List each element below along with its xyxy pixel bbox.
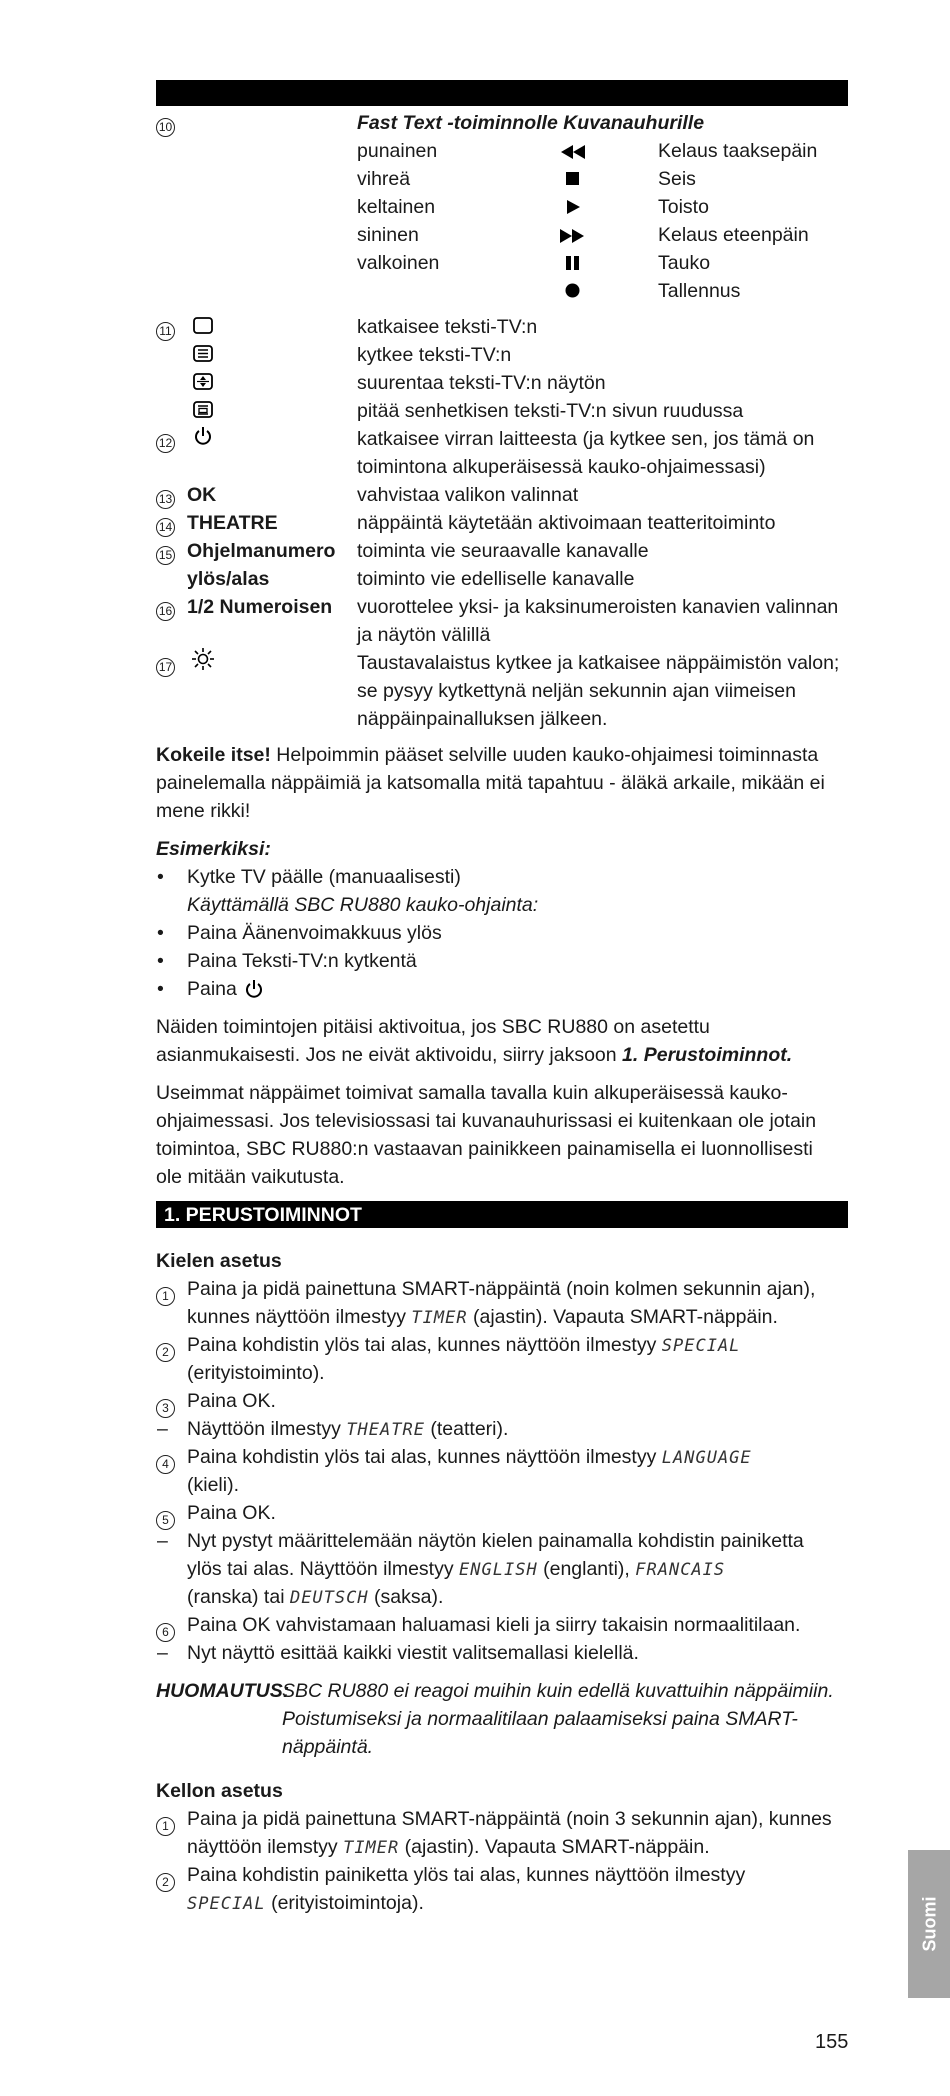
clock-heading: Kellon asetus xyxy=(156,1780,283,1802)
theatre-label: THEATRE xyxy=(187,512,278,534)
lang-result-3: Nyt näyttö esittää kaikki viestit valitsemallasi kielellä. xyxy=(187,1642,639,1664)
lang-step-6: Paina OK vahvistamaan haluamasi kieli ja siirry takaisin normaalitilaan. xyxy=(187,1614,801,1636)
item-17-marker: 17 xyxy=(156,651,175,679)
record-icon xyxy=(565,283,580,298)
item-15-marker: 15 xyxy=(156,539,175,567)
note-label: HUOMAUTUS: xyxy=(156,1680,290,1702)
bullet: • xyxy=(157,950,164,972)
dash: – xyxy=(157,1642,168,1664)
color-green: vihreä xyxy=(357,168,411,190)
step-marker: 2 xyxy=(156,1866,175,1894)
note-text-1: SBC RU880 ei reagoi muihin kuin edellä kuvattuihin näppäimiin. xyxy=(282,1680,834,1702)
rewind-icon xyxy=(560,145,586,159)
step-marker: 3 xyxy=(156,1392,175,1420)
play-label: Toisto xyxy=(658,196,709,218)
lang-result-2c: (ranska) tai DEUTSCH (saksa). xyxy=(187,1586,444,1608)
backlight-icon xyxy=(191,647,215,671)
backlight-text-2: se pysyy kytkettynä neljän sekunnin ajan viimeisen xyxy=(357,680,796,702)
rewind-label: Kelaus taaksepäin xyxy=(658,140,818,162)
play-icon xyxy=(567,200,581,214)
teletext-hold-icon xyxy=(193,401,213,419)
program-down-text: toiminto vie edelliselle kanavalle xyxy=(357,568,635,590)
section-title-bar xyxy=(156,1201,848,1228)
activation-text-2: asianmukaisesti. Jos ne eivät aktivoidu, siirry jaksoon 1. Perustoiminnot. xyxy=(156,1044,793,1066)
program-up-text: toiminta vie seuraavalle kanavalle xyxy=(357,540,649,562)
lang-step-2a: Paina kohdistin ylös tai alas, kunnes näyttöön ilmestyy SPECIAL xyxy=(187,1334,741,1356)
teletext-icon xyxy=(193,345,213,363)
example-step-1: Kytke TV päälle (manuaalisesti) xyxy=(187,866,461,888)
digits-label: 1/2 Numeroisen xyxy=(187,596,333,618)
power-text-2: toimintona alkuperäisessä kauko-ohjaimessasi) xyxy=(357,456,766,478)
bullet: • xyxy=(157,866,164,888)
para-text-4: ole mitään vaikutusta. xyxy=(156,1166,345,1188)
fast-text-header: Fast Text -toiminnolle Kuvanauhurille xyxy=(357,112,705,134)
bullet: • xyxy=(157,978,164,1000)
power-text-1: katkaisee virran laitteesta (ja kytkee sen, jos tämä on xyxy=(357,428,815,450)
clock-step-2b: SPECIAL (erityistoimintoja). xyxy=(187,1892,424,1914)
note-text-3: näppäintä. xyxy=(282,1736,374,1758)
example-step-2: Paina Äänenvoimakkuus ylös xyxy=(187,922,442,944)
color-red: punainen xyxy=(357,140,438,162)
backlight-text-1: Taustavalaistus kytkee ja katkaisee näppäimistön valon; xyxy=(357,652,840,674)
color-white: valkoinen xyxy=(357,252,440,274)
item-10-marker: 10 xyxy=(156,111,175,139)
power-icon xyxy=(244,979,264,999)
digits-text-2: ja näytön välillä xyxy=(357,624,491,646)
stop-icon xyxy=(566,172,580,186)
dash: – xyxy=(157,1418,168,1440)
step-marker: 4 xyxy=(156,1448,175,1476)
lang-step-4b: (kieli). xyxy=(187,1474,239,1496)
ok-label: OK xyxy=(187,484,217,506)
theatre-text: näppäintä käytetään aktivoimaan teatteritoiminto xyxy=(357,512,776,534)
example-step-1-sub: Käyttämällä SBC RU880 kauko-ohjainta: xyxy=(187,894,539,916)
lang-step-2b: (erityistoiminto). xyxy=(187,1362,325,1384)
example-step-4: Paina xyxy=(187,978,237,1000)
try-paragraph-3: mene rikki! xyxy=(156,800,251,822)
teletext-text: kytkee teksti-TV:n xyxy=(357,344,512,366)
tv-off-icon xyxy=(193,317,213,335)
teletext-enlarge-text: suurentaa teksti-TV:n näytön xyxy=(357,372,606,394)
fast-forward-label: Kelaus eteenpäin xyxy=(658,224,809,246)
example-step-3: Paina Teksti-TV:n kytkentä xyxy=(187,950,417,972)
para-text-3: toimintoa, SBC RU880:n vastaavan painikkeen painamisella ei luonnollisesti xyxy=(156,1138,813,1160)
lang-step-1a: Paina ja pidä painettuna SMART-näppäintä (noin kolmen sekunnin ajan), xyxy=(187,1278,816,1300)
dash: – xyxy=(157,1530,168,1552)
step-marker: 5 xyxy=(156,1504,175,1532)
lang-step-1b: kunnes näyttöön ilmestyy TIMER (ajastin). Vapauta SMART-näppäin. xyxy=(187,1306,778,1328)
language-side-tab: Suomi xyxy=(908,1850,950,1998)
clock-step-2a: Paina kohdistin painiketta ylös tai alas, kunnes näyttöön ilmestyy xyxy=(187,1864,746,1886)
note-text-2: Poistumiseksi ja normaalitilaan palaamiseksi paina SMART- xyxy=(282,1708,798,1730)
color-yellow: keltainen xyxy=(357,196,436,218)
record-label: Tallennus xyxy=(658,280,741,302)
header-bar xyxy=(156,80,848,106)
clock-step-1a: Paina ja pidä painettuna SMART-näppäintä (noin 3 sekunnin ajan), kunnes xyxy=(187,1808,832,1830)
power-icon xyxy=(193,426,213,446)
fast-forward-icon xyxy=(560,229,586,243)
lang-step-5: Paina OK. xyxy=(187,1502,276,1524)
teletext-enlarge-icon xyxy=(193,373,213,391)
color-blue: sininen xyxy=(357,224,419,246)
clock-step-1b: näyttöön ilemstyy TIMER (ajastin). Vapauta SMART-näppäin. xyxy=(187,1836,710,1858)
lang-result-2a: Nyt pystyt määrittelemään näytön kielen painamalla kohdistin painiketta xyxy=(187,1530,804,1552)
program-label-2: ylös/alas xyxy=(187,568,270,590)
bullet: • xyxy=(157,922,164,944)
item-14-marker: 14 xyxy=(156,511,175,539)
pause-icon xyxy=(566,256,580,270)
para-text-2: ohjaimessasi. Jos televisiossasi tai kuvanauhurissasi ei kuitenkaan ole jotain xyxy=(156,1110,817,1132)
item-11-marker: 11 xyxy=(156,315,175,343)
step-marker: 1 xyxy=(156,1810,175,1838)
item-16-marker: 16 xyxy=(156,595,175,623)
try-paragraph-1: Kokeile itse! Helpoimmin pääset selville uuden kauko-ohjaimesi toiminnasta xyxy=(156,744,819,766)
language-heading: Kielen asetus xyxy=(156,1250,282,1272)
lang-step-3: Paina OK. xyxy=(187,1390,276,1412)
page-number: 155 xyxy=(815,2031,849,2053)
digits-text-1: vuorottelee yksi- ja kaksinumeroisten kanavien valinnan xyxy=(357,596,839,618)
pause-label: Tauko xyxy=(658,252,711,274)
program-label-1: Ohjelmanumero xyxy=(187,540,336,562)
tv-off-text: katkaisee teksti-TV:n xyxy=(357,316,538,338)
step-marker: 2 xyxy=(156,1336,175,1364)
try-paragraph-2: painelemalla näppäimiä ja katsomalla mitä tapahtuu - äläkä arkaile, mikään ei xyxy=(156,772,825,794)
backlight-text-3: näppäinpainalluksen jälkeen. xyxy=(357,708,608,730)
example-title: Esimerkiksi: xyxy=(156,838,271,860)
lang-step-4a: Paina kohdistin ylös tai alas, kunnes näyttöön ilmestyy LANGUAGE xyxy=(187,1446,752,1468)
ok-text: vahvistaa valikon valinnat xyxy=(357,484,579,506)
item-13-marker: 13 xyxy=(156,483,175,511)
stop-label: Seis xyxy=(658,168,696,190)
lang-result-1: Näyttöön ilmestyy THEATRE (teatteri). xyxy=(187,1418,509,1440)
activation-text-1: Näiden toimintojen pitäisi aktivoitua, jos SBC RU880 on asetettu xyxy=(156,1016,710,1038)
lang-result-2b: ylös tai alas. Näyttöön ilmestyy ENGLISH (englanti), FRANCAIS xyxy=(187,1558,726,1580)
item-12-marker: 12 xyxy=(156,427,175,455)
para-text-1: Useimmat näppäimet toimivat samalla tavalla kuin alkuperäisessä kauko- xyxy=(156,1082,788,1104)
basic-functions-link: 1. Perustoiminnot. xyxy=(622,1044,793,1066)
section-title: 1. PERUSTOIMINNOT xyxy=(164,1204,362,1226)
step-marker: 1 xyxy=(156,1280,175,1308)
step-marker: 6 xyxy=(156,1616,175,1644)
teletext-hold-text: pitää senhetkisen teksti-TV:n sivun ruudussa xyxy=(357,400,744,422)
